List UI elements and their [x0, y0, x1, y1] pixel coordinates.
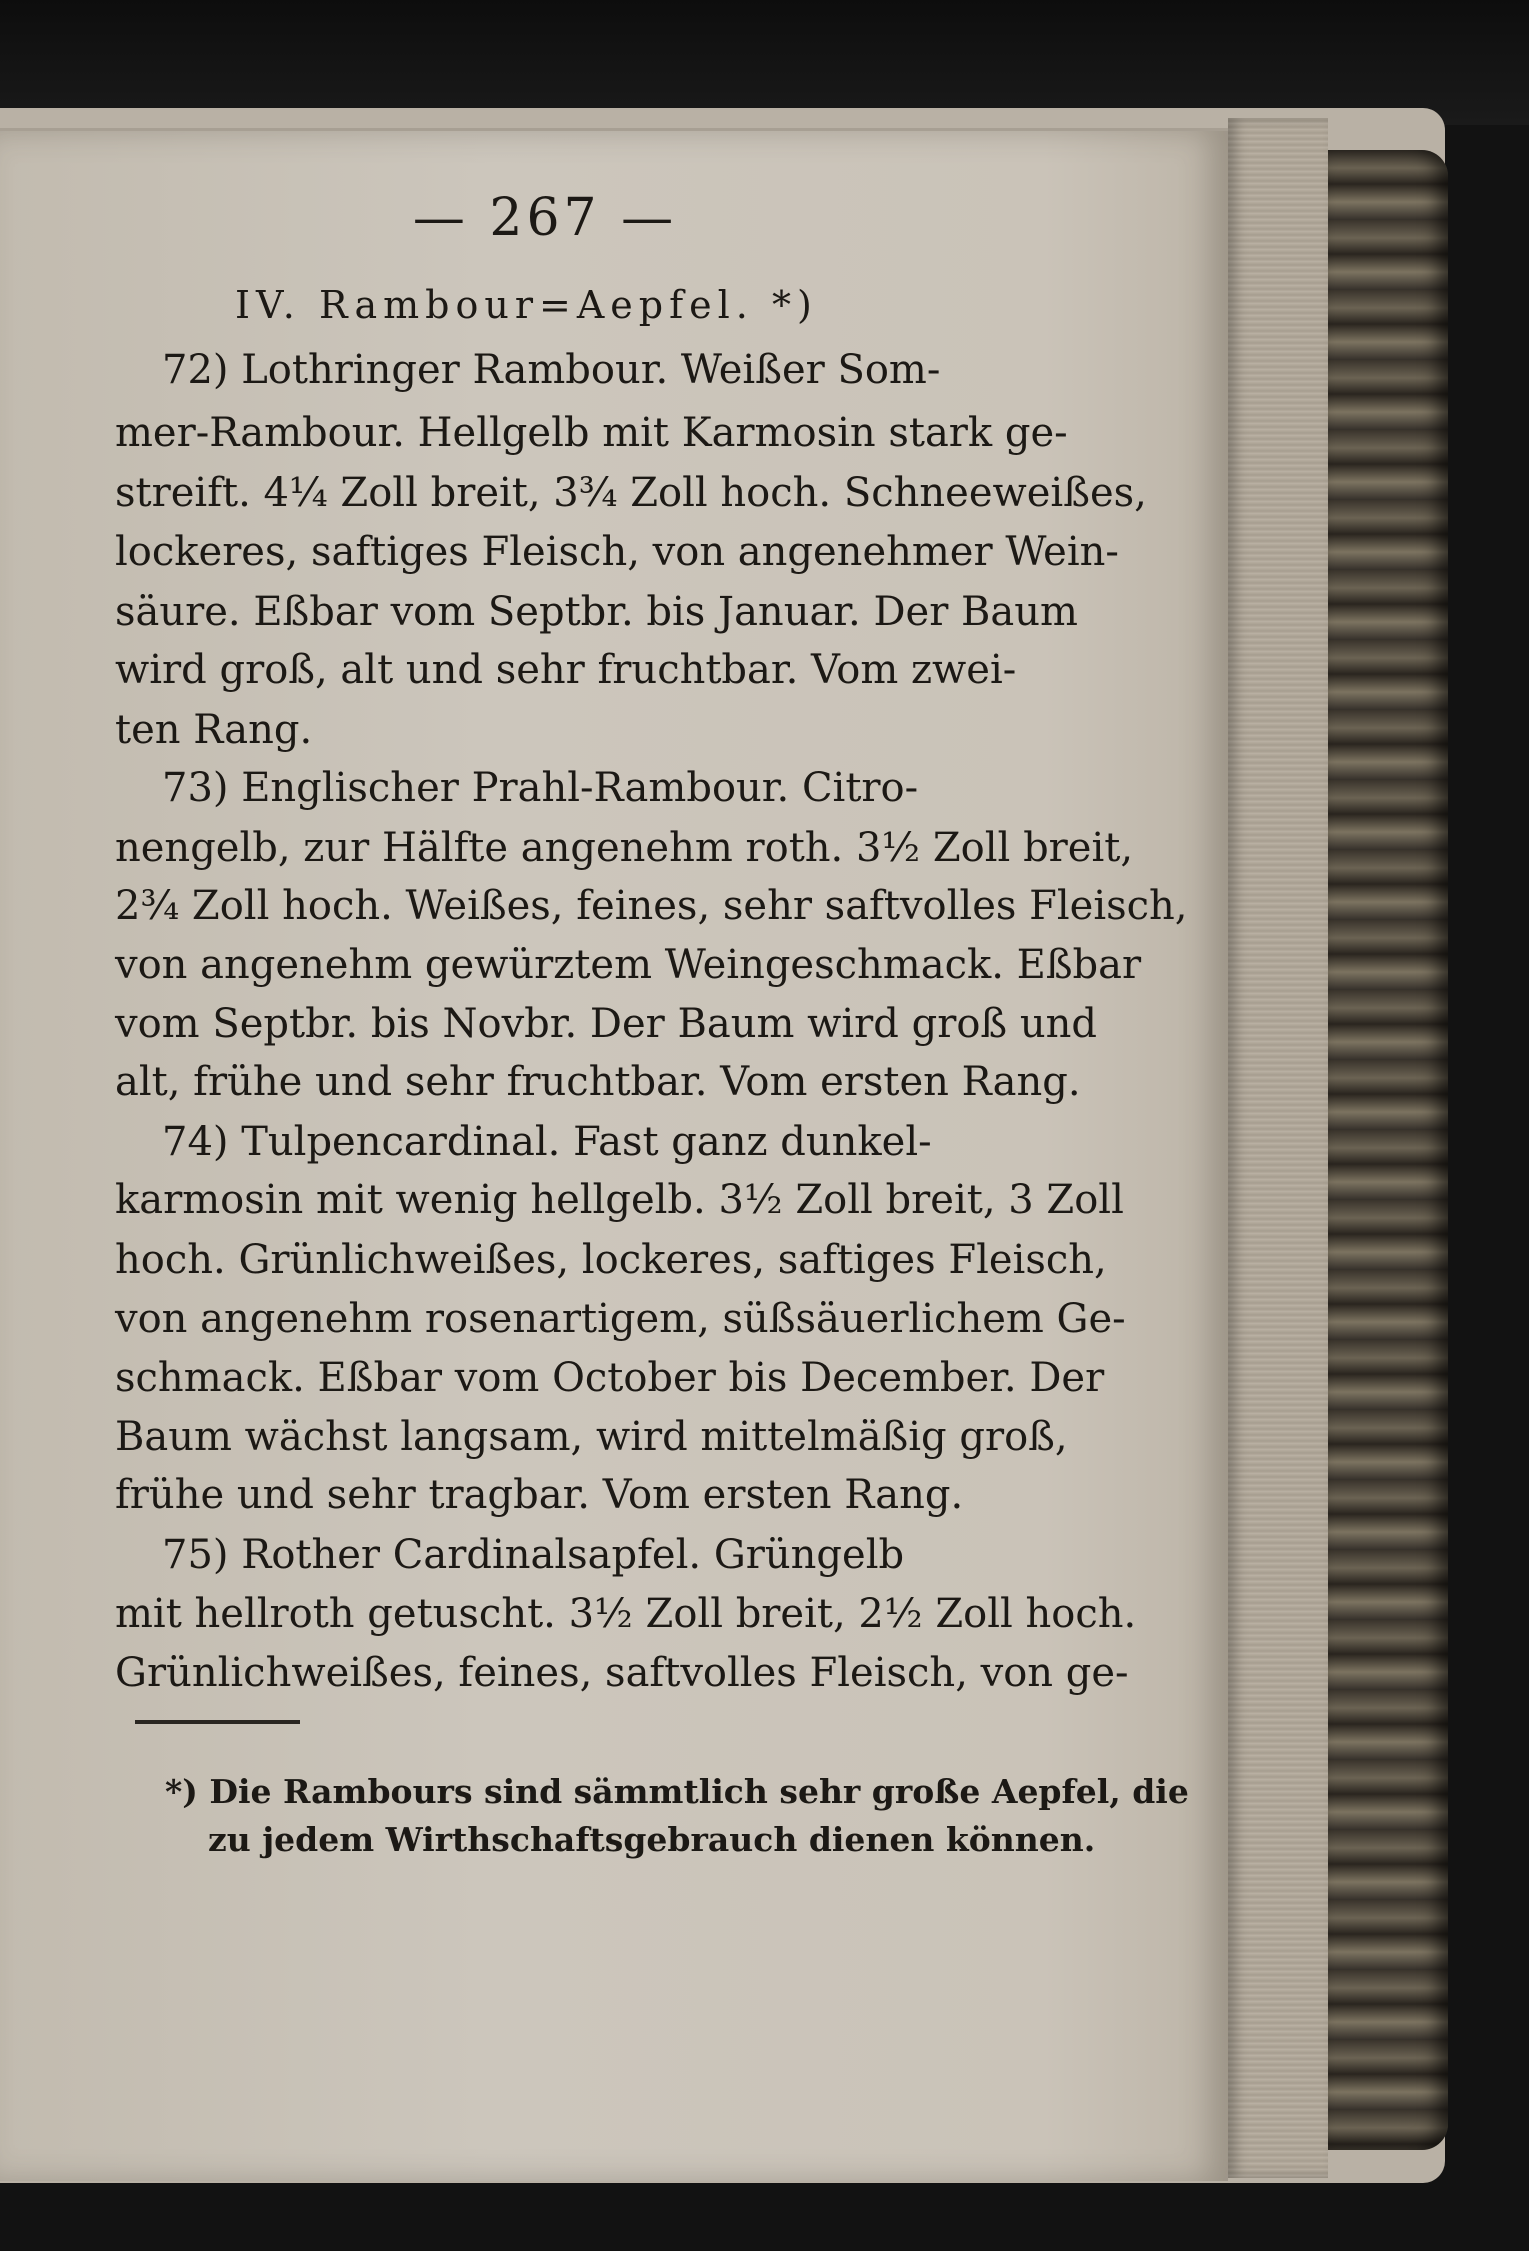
- text-line: 72) Lothringer Rambour. Weißer Som-: [162, 347, 941, 393]
- text-line: 74) Tulpencardinal. Fast ganz dunkel-: [162, 1119, 932, 1165]
- text-line: nengelb, zur Hälfte angenehm roth. 3½ Zoll breit,: [115, 825, 1134, 871]
- dark-background: [0, 0, 1529, 125]
- text-line: Baum wächst langsam, wird mittelmäßig groß,: [115, 1414, 1068, 1460]
- text-line: mer-Rambour. Hellgelb mit Karmosin stark ge-: [115, 410, 1068, 456]
- section-heading: IV. Rambour=Aepfel. *): [235, 283, 818, 327]
- text-line: karmosin mit wenig hellgelb. 3½ Zoll breit, 3 Zoll: [115, 1177, 1124, 1223]
- text-line: vom Septbr. bis Novbr. Der Baum wird groß und: [115, 1001, 1097, 1047]
- text-line: säure. Eßbar vom Septbr. bis Januar. Der Baum: [115, 589, 1078, 635]
- text-line: alt, frühe und sehr fruchtbar. Vom ersten Rang.: [115, 1059, 1081, 1105]
- text-line: Grünlichweißes, feines, saftvolles Fleisch, von ge-: [115, 1650, 1129, 1696]
- text-line: schmack. Eßbar vom October bis December. Der: [115, 1355, 1105, 1401]
- text-line: frühe und sehr tragbar. Vom ersten Rang.: [115, 1472, 964, 1518]
- text-line: 75) Rother Cardinalsapfel. Grüngelb: [162, 1532, 905, 1578]
- text-line: 2¾ Zoll hoch. Weißes, feines, sehr saftvolles Fleisch,: [115, 883, 1188, 929]
- text-line: ten Rang.: [115, 707, 313, 753]
- page-edges: [1228, 118, 1328, 2178]
- book-spine: [1328, 150, 1448, 2150]
- text-line: von angenehm rosenartigem, süßsäuerlichem Ge-: [115, 1296, 1126, 1342]
- footnote-rule: [135, 1720, 300, 1724]
- text-line: mit hellroth getuscht. 3½ Zoll breit, 2½ Zoll hoch.: [115, 1591, 1137, 1637]
- text-line: hoch. Grünlichweißes, lockeres, saftiges Fleisch,: [115, 1237, 1107, 1283]
- footnote-line: zu jedem Wirthschaftsgebrauch dienen können.: [208, 1820, 1096, 1859]
- page-number-header: — 267 —: [412, 188, 678, 248]
- text-line: wird groß, alt und sehr fruchtbar. Vom zwei-: [115, 647, 1017, 693]
- text-line: streift. 4¼ Zoll breit, 3¾ Zoll hoch. Schneeweißes,: [115, 470, 1147, 516]
- text-line: von angenehm gewürztem Weingeschmack. Eßbar: [115, 942, 1142, 988]
- text-line: 73) Englischer Prahl-Rambour. Citro-: [162, 765, 919, 811]
- text-line: lockeres, saftiges Fleisch, von angenehmer Wein-: [115, 529, 1119, 575]
- footnote-line: *) Die Rambours sind sämmtlich sehr große Aepfel, die: [165, 1772, 1189, 1811]
